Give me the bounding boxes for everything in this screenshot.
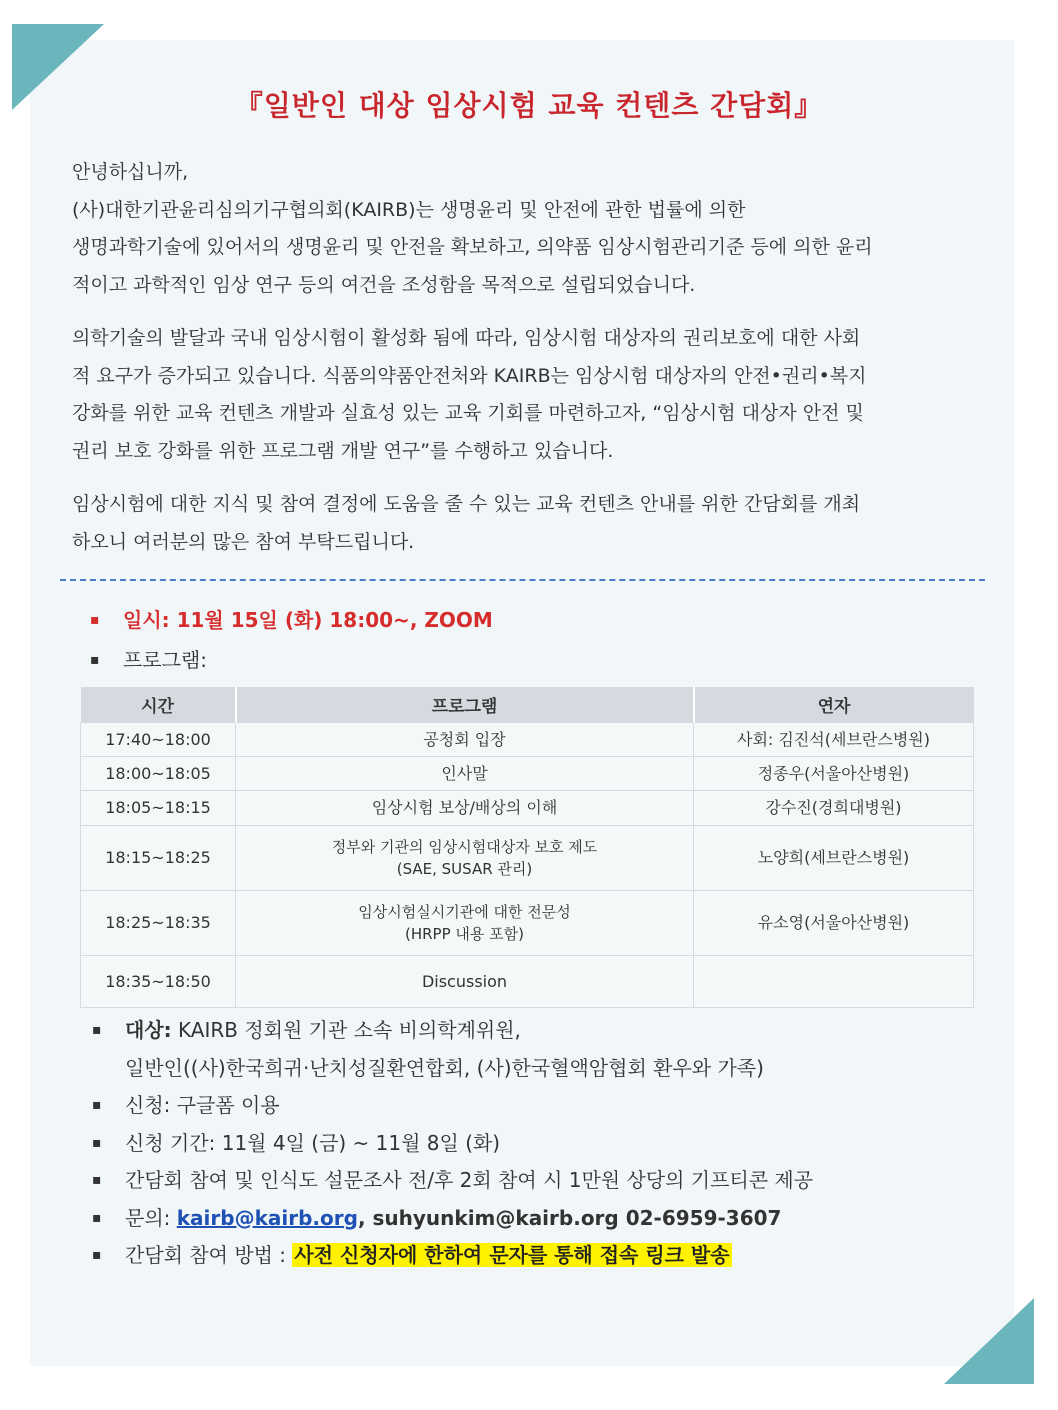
program-subtitle: (SAE, SUSAR 관리)	[396, 860, 533, 878]
intro-line: 적 요구가 증가되고 있습니다. 식품의약품안전처와 KAIRB는 임상시험 대상자의 안전•권리•복지	[72, 364, 867, 387]
intro-text	[72, 154, 992, 577]
table-row	[81, 723, 974, 757]
program-table	[80, 687, 974, 1008]
table-header-row	[81, 687, 974, 723]
cell-program	[236, 723, 694, 757]
contact-email-link[interactable]: kairb@kairb.org	[176, 1205, 358, 1230]
bullet-icon: ▪	[90, 612, 100, 628]
intro-line: 안녕하십니까,	[72, 161, 189, 183]
intro-line: 생명과학기술에 있어서의 생명윤리 및 안전을 확보하고, 의약품 임상시험관리기준 등에 의한 윤리	[72, 236, 873, 258]
intro-line: 강화를 위한 교육 컨텐츠 개발과 실효성 있는 교육 기회를 마련하고자, “임상시험 대상자 안전 및	[72, 402, 864, 424]
period-text: 신청 기간: 11월 4일 (금) ~ 11월 8일 (화)	[125, 1130, 501, 1155]
target-text: KAIRB 정회원 기관 소속 비의학계위원,	[178, 1018, 521, 1042]
intro-line: 하오니 여러분의 많은 참여 부탁드립니다.	[72, 530, 415, 553]
method-line	[125, 1237, 1025, 1275]
contact-label: 문의:	[125, 1205, 171, 1230]
cell-program	[236, 956, 694, 1008]
apply-item	[92, 1087, 992, 1125]
bullet-icon: ▪	[90, 652, 100, 668]
gift-text: 간담회 참여 및 인식도 설문조사 전/후 2회 참여 시 1만원 상당의 기프티콘 제공	[125, 1168, 814, 1192]
target-line-1	[125, 1012, 1025, 1050]
program-title: 임상시험 보상/배상의 이해	[371, 798, 558, 817]
schedule-item	[90, 600, 990, 640]
target-line-2: 일반인((사)한국희귀·난치성질환연합회, (사)한국혈액암협회 환우와 가족)	[125, 1055, 764, 1080]
cell-program	[236, 891, 694, 956]
intro-line: 임상시험에 대한 지식 및 참여 결정에 도움을 줄 수 있는 교육 컨텐츠 안내를 위한 간담회를 개최	[72, 493, 861, 515]
program-label-item	[90, 640, 990, 680]
bullet-icon: ▪	[92, 1097, 102, 1113]
schedule-text: 일시: 11월 15일 (화) 18:00~, ZOOM	[123, 608, 493, 632]
cell-speaker: 강수진(경희대병원)	[694, 791, 974, 826]
details-section	[92, 1012, 992, 1275]
cell-program	[236, 826, 694, 891]
cell-time: 18:35~18:50	[81, 956, 236, 1008]
program-title: 공청회 입장	[423, 729, 506, 749]
period-item	[92, 1125, 992, 1163]
program-title: 임상시험실시기관에 대한 전문성	[358, 903, 571, 921]
intro-line: (사)대한기관윤리심의기구협의회(KAIRB)는 생명윤리 및 안전에 관한 법률에 의한	[72, 198, 746, 221]
corner-triangle-bottom-right	[944, 1298, 1034, 1384]
contact-item	[92, 1200, 992, 1238]
method-highlight: 사전 신청자에 한하여 문자를 통해 접속 링크 발송	[294, 1243, 730, 1267]
cell-time: 17:40~18:00	[81, 723, 236, 757]
cell-time: 18:15~18:25	[81, 826, 236, 891]
intro-paragraph-2	[72, 320, 992, 470]
table-row	[81, 791, 974, 826]
program-title: Discussion	[421, 971, 508, 991]
cell-speaker	[694, 956, 974, 1008]
bullet-icon: ▪	[92, 1247, 102, 1263]
column-header-speaker: 연자	[694, 687, 974, 723]
cell-speaker: 유소영(서울아산병원)	[694, 891, 974, 956]
cell-speaker: 정종우(서울아산병원)	[694, 757, 974, 791]
table-row	[81, 891, 974, 956]
method-label: 간담회 참여 방법 :	[125, 1243, 287, 1267]
bullet-icon: ▪	[92, 1172, 102, 1188]
column-header-time: 시간	[81, 687, 236, 723]
cell-program	[236, 791, 694, 826]
target-item	[92, 1012, 992, 1087]
apply-text: 신청: 구글폼 이용	[125, 1093, 280, 1117]
intro-line: 의학기술의 발달과 국내 임상시험이 활성화 됨에 따라, 임상시험 대상자의 권리보호에 대한 사회	[72, 327, 861, 349]
bullet-icon: ▪	[92, 1022, 102, 1038]
target-label: 대상:	[125, 1018, 172, 1042]
bullet-icon: ▪	[92, 1134, 102, 1151]
table-row	[81, 826, 974, 891]
cell-time: 18:00~18:05	[81, 757, 236, 791]
cell-time: 18:25~18:35	[81, 891, 236, 956]
table-row	[81, 757, 974, 791]
intro-line: 권리 보호 강화를 위한 프로그램 개발 연구”를 수행하고 있습니다.	[72, 439, 614, 462]
schedule-section	[90, 600, 990, 680]
table-row	[81, 956, 974, 1008]
program-title: 정부와 기관의 임상시험대상자 보호 제도	[331, 838, 598, 856]
cell-program	[236, 757, 694, 791]
gift-item	[92, 1162, 992, 1200]
cell-speaker: 사회: 김진석(세브란스병원)	[694, 723, 974, 757]
cell-time: 18:05~18:15	[81, 791, 236, 826]
bullet-icon: ▪	[92, 1209, 102, 1226]
program-title: 인사말	[441, 763, 488, 783]
page-title: 『일반인 대상 임상시험 교육 컨텐츠 간담회』	[234, 89, 824, 122]
contact-rest: , suhyunkim@kairb.org 02-6959-3607	[357, 1205, 782, 1230]
intro-line: 적이고 과학적인 임상 연구 등의 여건을 조성함을 목적으로 설립되었습니다.	[72, 273, 696, 296]
intro-paragraph-3	[72, 486, 992, 561]
column-header-program: 프로그램	[236, 687, 694, 723]
program-subtitle: (HRPP 내용 포함)	[405, 925, 524, 943]
cell-speaker: 노양희(세브란스병원)	[694, 826, 974, 891]
contact-line	[125, 1200, 1025, 1238]
program-label: 프로그램:	[123, 648, 208, 672]
intro-paragraph-1	[72, 154, 992, 304]
method-item	[92, 1237, 992, 1275]
dashed-divider	[60, 579, 985, 581]
